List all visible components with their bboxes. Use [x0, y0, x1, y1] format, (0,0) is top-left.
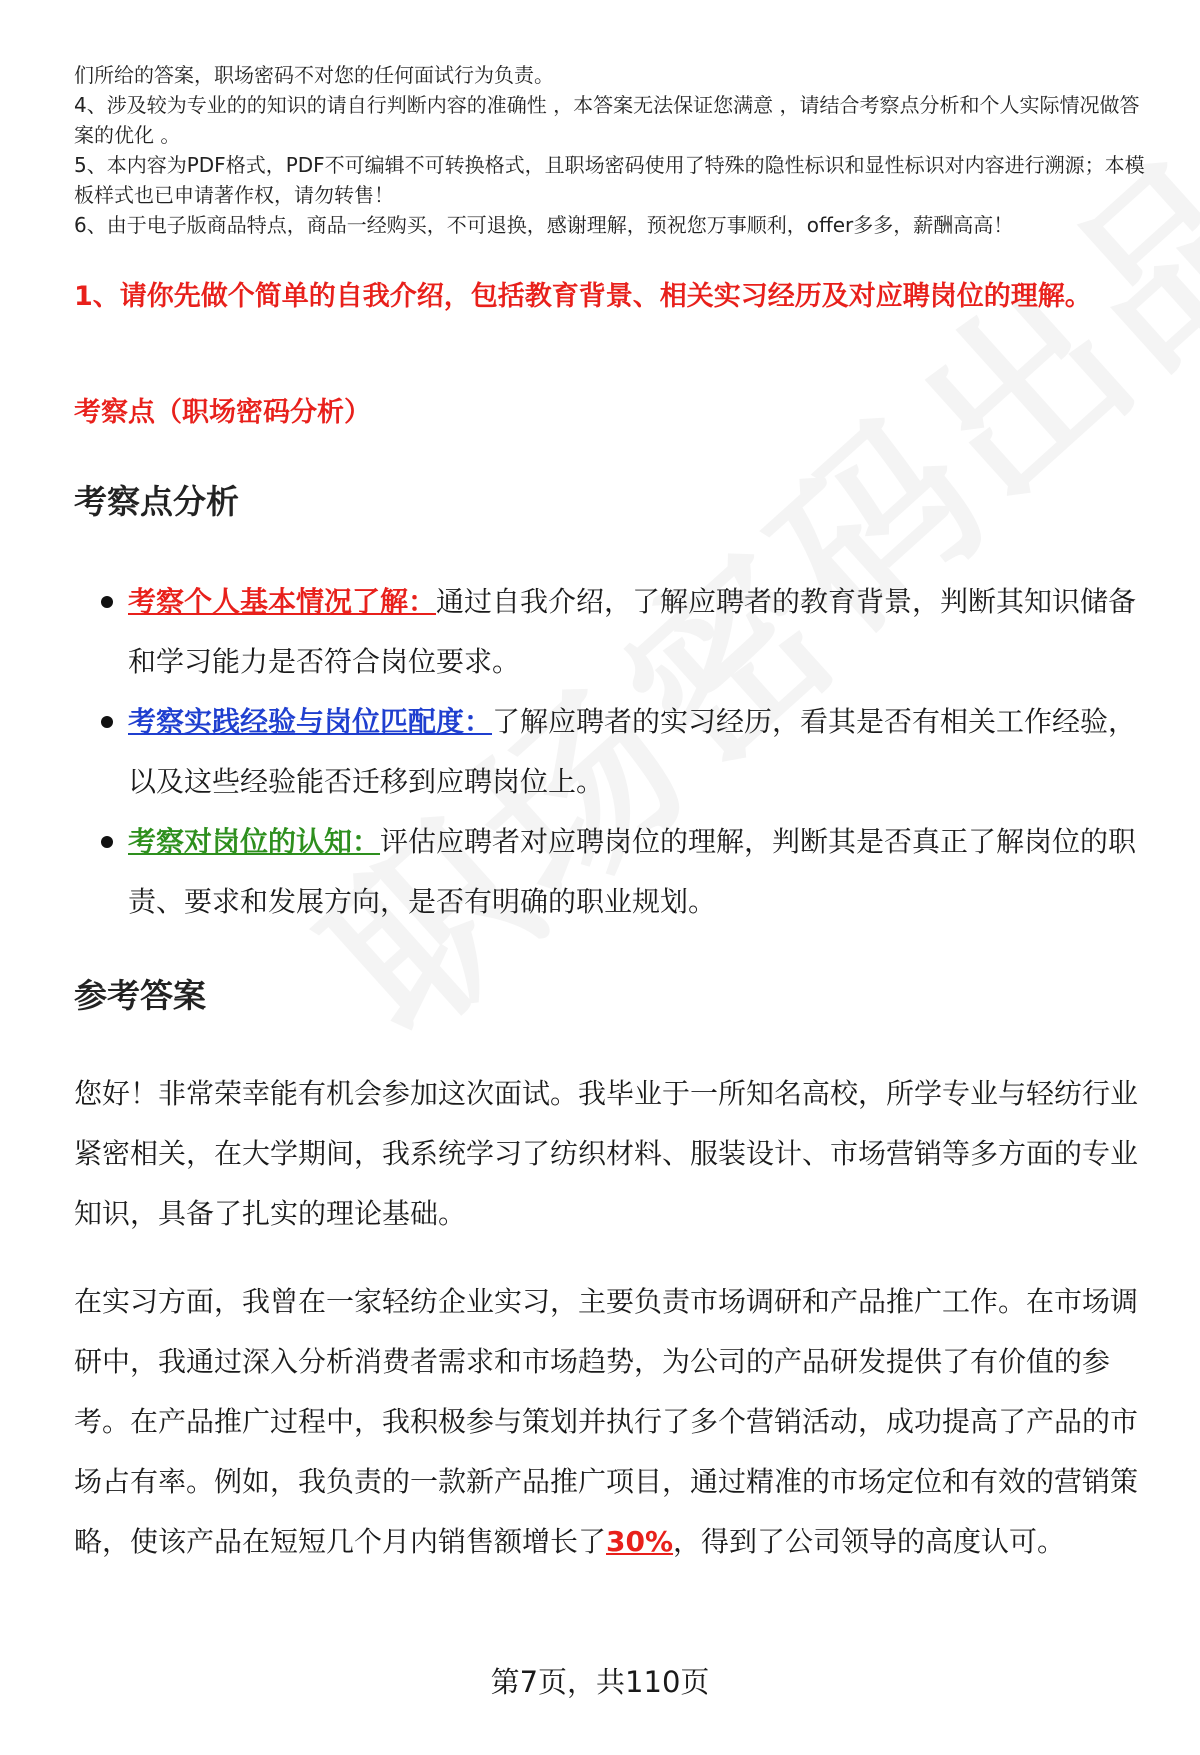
bullet-icon	[101, 836, 113, 848]
analysis-heading: 考察点分析	[74, 482, 239, 521]
analysis-item	[74, 812, 1154, 932]
answer-text: ，得到了公司领导的高度认可。	[673, 1525, 1066, 1558]
answer-paragraph-2	[74, 1272, 1159, 1572]
notice-line: 们所给的答案，职场密码不对您的任何面试行为负责。	[74, 63, 554, 87]
answer-text: 在实习方面，我曾在一家轻纺企业实习，主要负责市场调研和产品推广工作。在市场调研中，我通过深入分析消费者需求和市场趋势，为公司的产品研发提供了有价值的参考。在产品推广过程中，我积极参与策划并执行了多个营销活动，成功提高了产品的市场占有率。例如，我负责的一款新产品推广项目，通过精准的市场定位和有效的营销策略，使该产品在短短几个月内销售额增长了	[74, 1285, 1139, 1558]
analysis-subtitle: 考察点（职场密码分析）	[74, 397, 371, 428]
analysis-key: 考察对岗位的认知：	[128, 825, 381, 858]
notice-line: 6、由于电子版商品特点，商品一经购买，不可退换，感谢理解，预祝您万事顺利，offer多多，薪酬高高！	[74, 213, 1014, 237]
question-title: 1、请你先做个简单的自我介绍，包括教育背景、相关实习经历及对应聘岗位的理解。	[74, 281, 1092, 312]
analysis-text: 了解应聘者的实习经历，看其是否有相关工作经验，以及这些经验能否迁移到应聘岗位上。	[128, 705, 1137, 798]
analysis-item	[74, 572, 1154, 692]
notice-line: 4、涉及较为专业的的知识的请自行判断内容的准确性 ，本答案无法保证您满意 ，请结合考察点分析和个人实际情况做答案的优化 。	[74, 93, 1140, 147]
analysis-item	[74, 692, 1154, 812]
analysis-key: 考察实践经验与岗位匹配度：	[128, 705, 493, 738]
answer-paragraph-1: 您好！非常荣幸能有机会参加这次面试。我毕业于一所知名高校，所学专业与轻纺行业紧密相关，在大学期间，我系统学习了纺织材料、服装设计、市场营销等多方面的专业知识，具备了扎实的理论基础。	[74, 1077, 1139, 1230]
page-footer: 第7页，共110页	[490, 1665, 710, 1699]
analysis-list	[74, 572, 1154, 932]
answer-highlight: 30%	[606, 1525, 674, 1558]
notice-line: 5、本内容为PDF格式，PDF不可编辑不可转换格式，且职场密码使用了特殊的隐性标识和显性标识对内容进行溯源；本模板样式也已申请著作权，请勿转售！	[74, 153, 1145, 207]
bullet-icon	[101, 716, 113, 728]
analysis-text: 评估应聘者对应聘岗位的理解，判断其是否真正了解岗位的职责、要求和发展方向，是否有明确的职业规划。	[128, 825, 1137, 918]
answer-heading: 参考答案	[74, 976, 206, 1015]
analysis-key: 考察个人基本情况了解：	[128, 585, 437, 618]
bullet-icon	[101, 596, 113, 608]
analysis-text: 通过自我介绍，了解应聘者的教育背景，判断其知识储备和学习能力是否符合岗位要求。	[128, 585, 1137, 678]
notice-block	[74, 60, 1154, 240]
